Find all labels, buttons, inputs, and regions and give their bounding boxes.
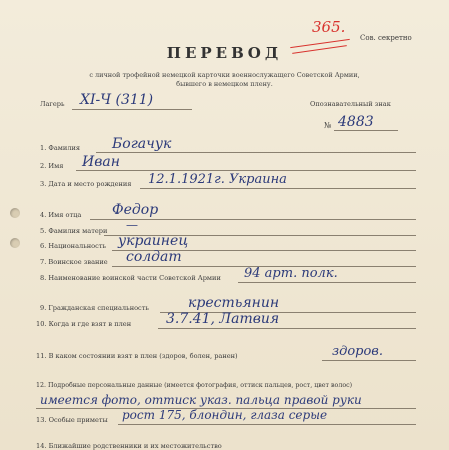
tag-prefix: № [324, 121, 332, 130]
field-value: имеется фото, оттиск указ. пальца правой руки [40, 393, 362, 407]
field-value: 12.1.1921г. Украина [148, 172, 287, 187]
field-value: Федор [112, 202, 159, 218]
rule [334, 130, 398, 131]
field-label: 2. Имя [40, 162, 64, 170]
subtitle-line-2: бывшего в немецком плену. [176, 80, 273, 88]
field-value: Иван [82, 154, 120, 170]
rule [158, 328, 416, 329]
tag-label: Опознавательный знак [310, 100, 391, 108]
field-value: солдат [126, 249, 182, 265]
page-title: ПЕРЕВОД [166, 44, 283, 62]
field-value: — [126, 218, 138, 232]
rule [118, 424, 416, 425]
punch-hole [10, 238, 20, 248]
camp-value: XI-Ч (311) [80, 92, 154, 108]
subtitle-line-1: с личной трофейной немецкой карточки военнослужащего Советской Армии, [89, 71, 360, 79]
field-label: 12. Подробные персональные данные (имеется фотография, оттиск пальцев, рост, цвет волос) [36, 382, 353, 389]
field-value: 94 арт. полк. [244, 266, 338, 281]
field-label: 10. Когда и где взят в плен [36, 320, 132, 328]
punch-hole [10, 208, 20, 218]
field-value: здоров. [332, 344, 384, 359]
field-label: 9. Гражданская специальность [40, 304, 149, 312]
field-label: 4. Имя отца [40, 211, 82, 219]
rule [140, 188, 416, 189]
rule [72, 109, 192, 110]
field-value: украинец [118, 233, 189, 249]
field-value: Богачук [112, 136, 172, 152]
field-label: 1. Фамилия [40, 144, 81, 152]
stamp-number: 365. [312, 18, 346, 36]
rule [76, 170, 416, 171]
field-label: 7. Воинское звание [40, 258, 108, 266]
field-label: 11. В каком состоянии взят в плен (здоров, болен, ранен) [36, 352, 238, 360]
field-label: 8. Наименование воинской части Советской Армии [40, 274, 221, 282]
field-value: рост 175, блондин, глаза серые [122, 408, 328, 422]
tag-value: 4883 [338, 114, 374, 130]
rule [322, 360, 416, 361]
field-label: 14. Ближайшие родственники и их местожительство [36, 442, 222, 450]
field-label: 3. Дата и место рождения [40, 180, 132, 188]
rule [96, 152, 416, 153]
field-label: 6. Национальность [40, 242, 107, 250]
camp-label: Лагерь [40, 100, 65, 108]
field-value: 3.7.41, Латвия [166, 311, 280, 327]
rule [238, 282, 416, 283]
classification: Сов. секретно [360, 34, 412, 42]
field-label: 13. Особые приметы [36, 416, 108, 424]
field-label: 5. Фамилия матери [40, 227, 108, 235]
field-value: крестьянин [188, 295, 280, 311]
rule [90, 219, 416, 220]
